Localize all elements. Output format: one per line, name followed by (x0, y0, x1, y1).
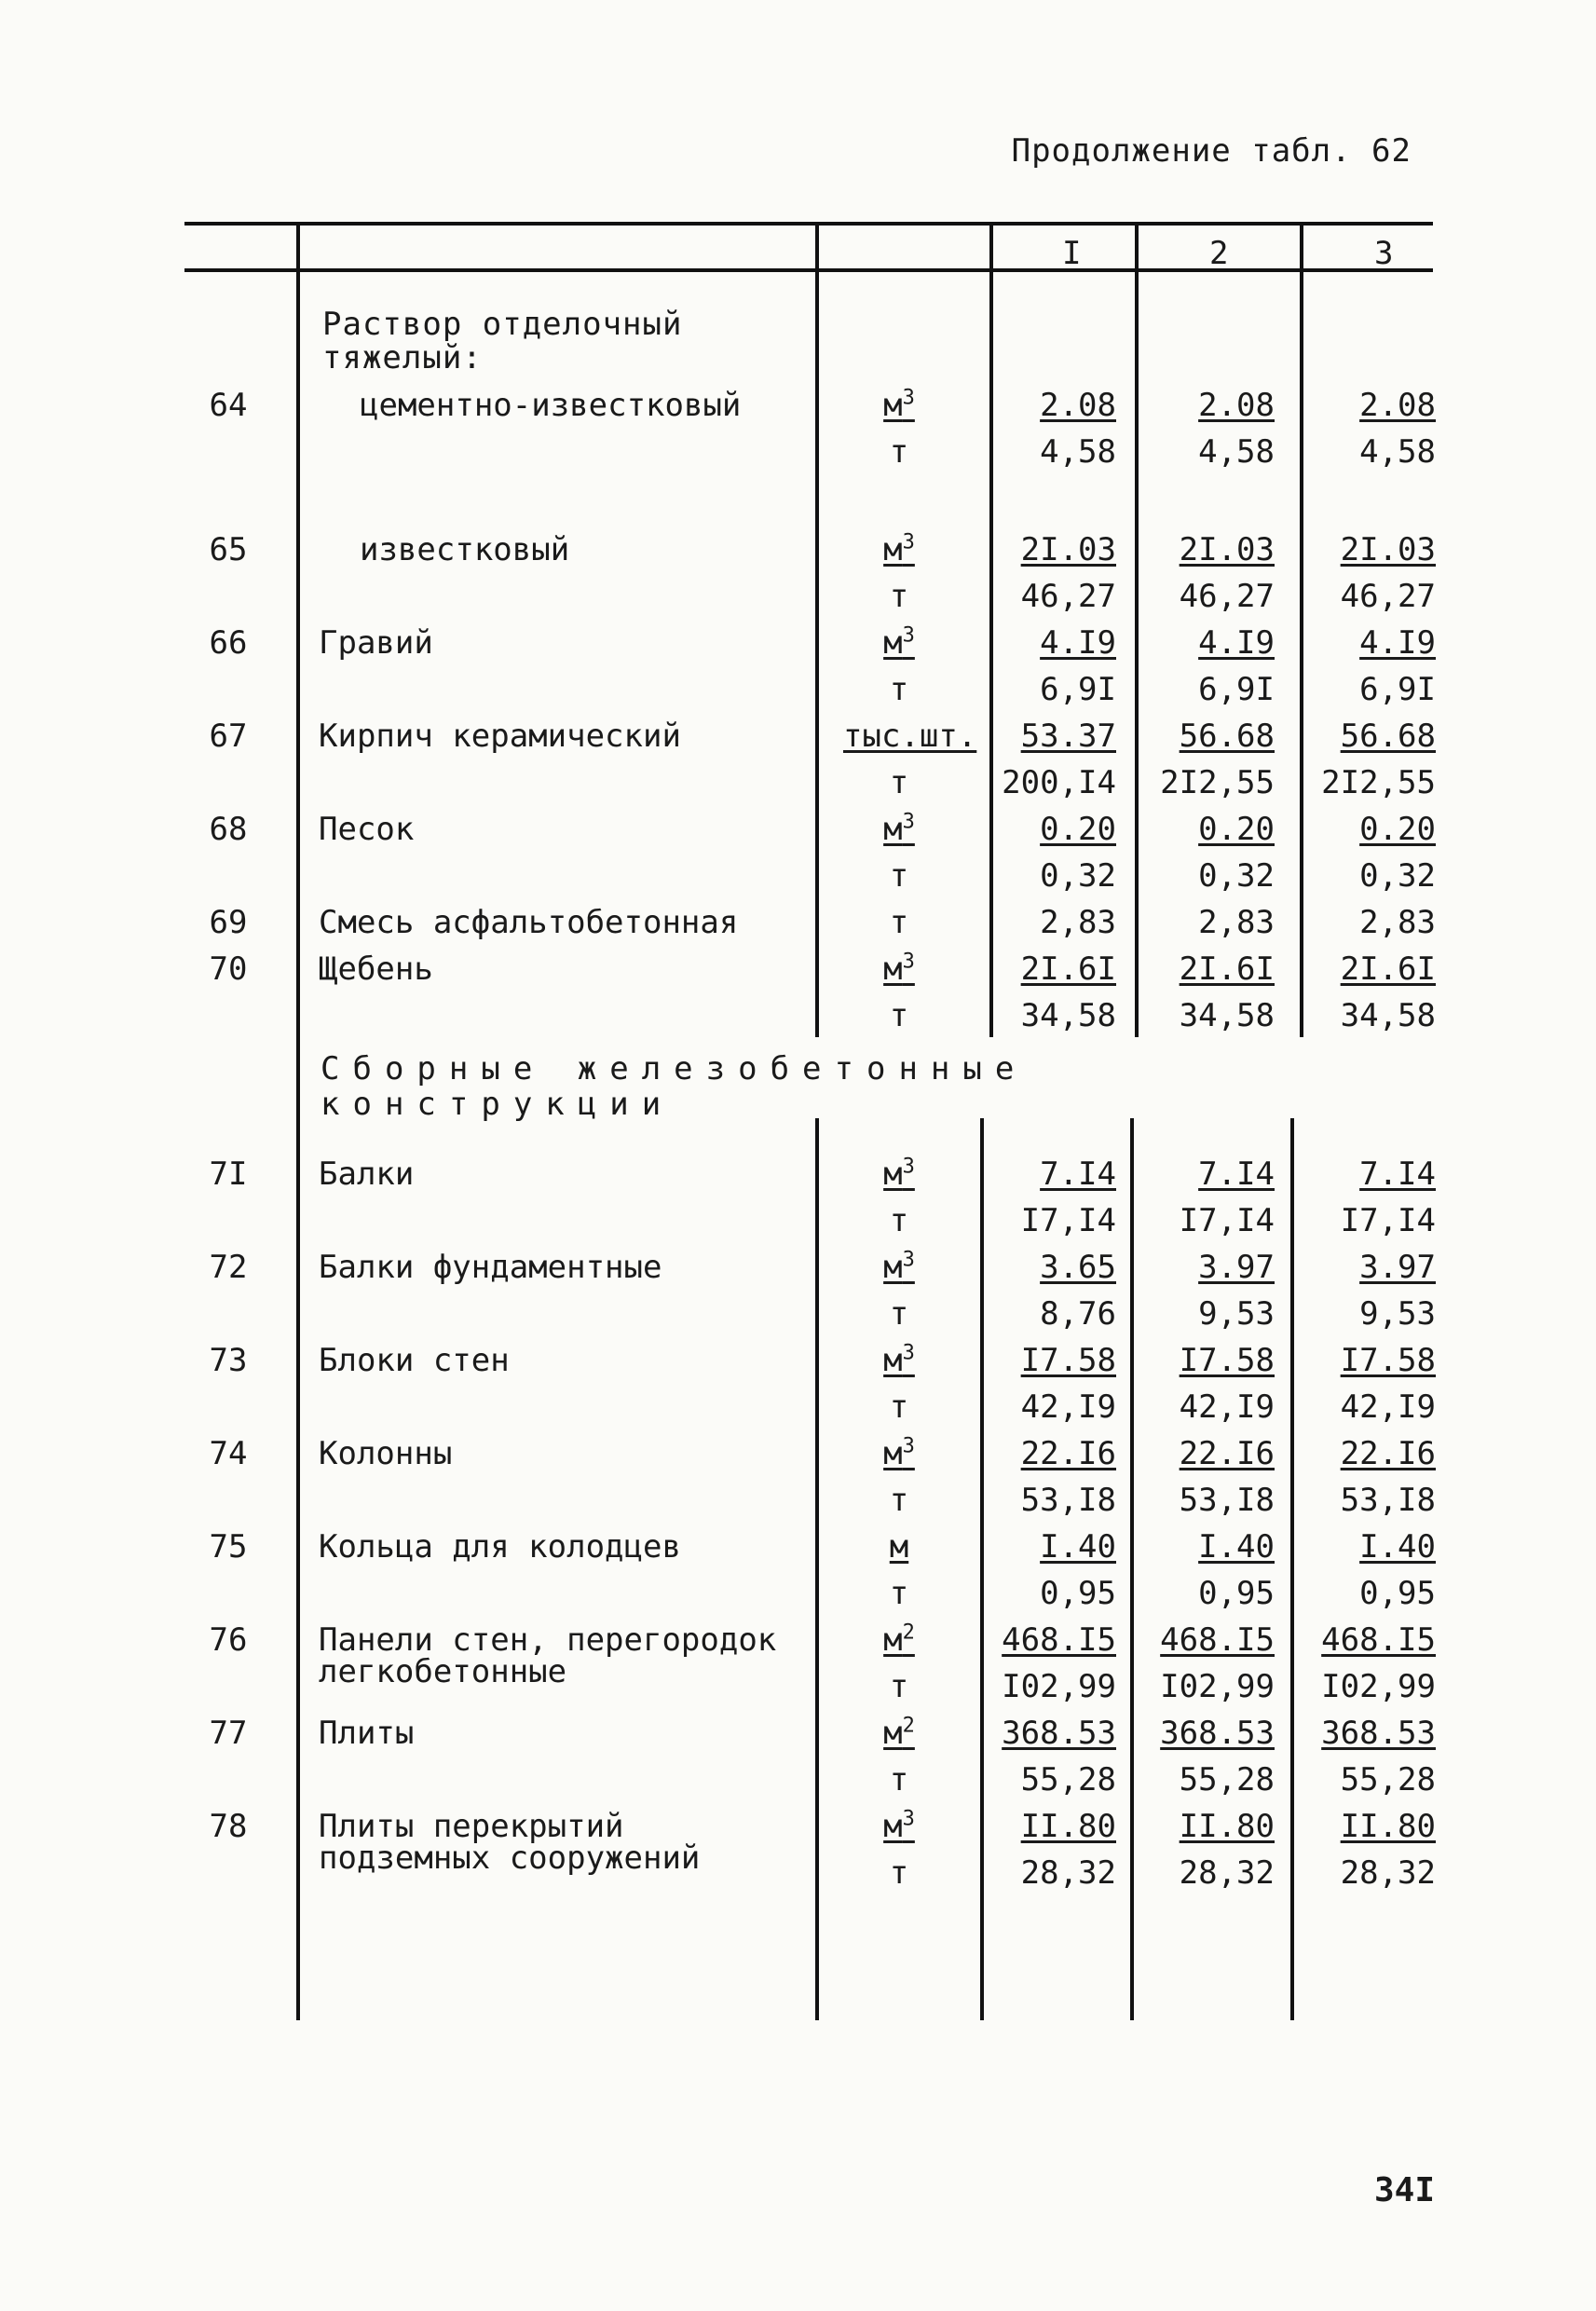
value-cell: I7.58 (1020, 1342, 1116, 1379)
value-cell: 3.97 (1198, 1249, 1275, 1286)
table-row (0, 382, 1596, 429)
value-cell: 28,32 (1179, 1854, 1275, 1892)
table-row (0, 620, 1596, 666)
value-cell: 53,I8 (1340, 1482, 1436, 1519)
unit: т (889, 1482, 909, 1519)
row-number: 68 (209, 811, 248, 848)
value-cell: 56.68 (1179, 718, 1275, 755)
table-row (0, 946, 1596, 992)
value-cell: 468.I5 (1160, 1621, 1275, 1659)
table-row (0, 1663, 1596, 1710)
value-cell: 4,58 (1359, 433, 1436, 471)
value-cell: 4,58 (1040, 433, 1116, 471)
value-cell: 55,28 (1340, 1761, 1436, 1798)
unit: м (889, 1528, 909, 1566)
value-cell: 56.68 (1340, 718, 1436, 755)
item-name: Панели стен, перегородок легкобетонные (319, 1621, 777, 1690)
value-cell: I7,I4 (1340, 1202, 1436, 1239)
table-row (0, 1244, 1596, 1291)
value-cell: I.40 (1359, 1528, 1436, 1566)
unit: $м^3$ (883, 530, 915, 568)
unit: т (889, 1668, 909, 1705)
value-cell: 0.20 (1198, 811, 1275, 848)
value-cell: 2,83 (1040, 904, 1116, 941)
value-cell: 53,I8 (1020, 1482, 1116, 1519)
value-cell: 0,95 (1040, 1575, 1116, 1612)
unit: т (889, 764, 909, 801)
unit: т (889, 1388, 909, 1426)
unit: $м^3$ (883, 1807, 915, 1845)
item-name: Блоки стен (319, 1342, 510, 1379)
value-cell: I7,I4 (1179, 1202, 1275, 1239)
item-name: Кольца для колодцев (319, 1528, 681, 1566)
column-header-1: I (1062, 235, 1082, 272)
unit: $м^3$ (883, 386, 915, 424)
value-cell: I.40 (1198, 1528, 1275, 1566)
row-number: 75 (209, 1528, 248, 1566)
unit: т (889, 1295, 909, 1333)
value-cell: 2.08 (1359, 387, 1436, 424)
row-number: 70 (209, 950, 248, 988)
item-name: цементно-известковый (360, 387, 742, 424)
value-cell: 4.I9 (1198, 624, 1275, 662)
value-cell: 22.I6 (1340, 1435, 1436, 1472)
value-cell: I7.58 (1179, 1342, 1275, 1379)
row-number: 65 (209, 531, 248, 568)
value-cell: 7.I4 (1198, 1156, 1275, 1193)
table-row (0, 1337, 1596, 1384)
value-cell: 9,53 (1359, 1295, 1436, 1333)
item-name: Песок (319, 811, 415, 848)
row-number: 7I (209, 1156, 248, 1193)
row-number: 66 (209, 624, 248, 662)
unit: т (889, 997, 909, 1034)
value-cell: 468.I5 (1321, 1621, 1436, 1659)
item-name: Смесь асфальтобетонная (319, 904, 739, 941)
value-cell: 6,9I (1359, 671, 1436, 708)
table-row (0, 1430, 1596, 1477)
row-number: 76 (209, 1621, 248, 1659)
row-number: 78 (209, 1808, 248, 1845)
table-row (0, 1850, 1596, 1896)
unit: $м^3$ (883, 1248, 915, 1286)
unit: $м^3$ (883, 950, 915, 988)
value-cell: 42,I9 (1179, 1388, 1275, 1426)
value-cell: 2I.03 (1179, 531, 1275, 568)
unit: т (889, 671, 909, 708)
value-cell: 368.53 (1321, 1715, 1436, 1752)
item-name: Балки фундаментные (319, 1249, 662, 1286)
unit: $м^3$ (883, 1155, 915, 1193)
table-row (0, 1291, 1596, 1337)
value-cell: 46,27 (1179, 578, 1275, 615)
row-number: 77 (209, 1715, 248, 1752)
value-cell: 2.08 (1198, 387, 1275, 424)
value-cell: 2,83 (1359, 904, 1436, 941)
item-name: Гравий (319, 624, 433, 662)
table-row (0, 429, 1596, 475)
unit: т (889, 578, 909, 615)
value-cell: 0,32 (1040, 857, 1116, 895)
table-row (0, 713, 1596, 759)
item-name: Балки (319, 1156, 415, 1193)
value-cell: 468.I5 (1002, 1621, 1116, 1659)
table-row (0, 526, 1596, 573)
unit: т (889, 857, 909, 895)
unit: тыс.шт. (843, 718, 977, 755)
value-cell: 2I.03 (1020, 531, 1116, 568)
value-cell: 0.20 (1040, 811, 1116, 848)
value-cell: 8,76 (1040, 1295, 1116, 1333)
value-cell: 42,I9 (1340, 1388, 1436, 1426)
value-cell: 2.08 (1040, 387, 1116, 424)
table-row (0, 1151, 1596, 1197)
value-cell: 2I.6I (1020, 950, 1116, 988)
item-name: известковый (360, 531, 570, 568)
unit: т (889, 1761, 909, 1798)
value-cell: 22.I6 (1020, 1435, 1116, 1472)
item-name: Колонны (319, 1435, 453, 1472)
page-number: 34I (1374, 2171, 1436, 2209)
value-cell: 28,32 (1340, 1854, 1436, 1892)
value-cell: II.80 (1179, 1808, 1275, 1845)
value-cell: 2I.03 (1340, 531, 1436, 568)
unit: т (889, 904, 909, 941)
table-row (0, 853, 1596, 899)
value-cell: 2,83 (1198, 904, 1275, 941)
unit: т (889, 1202, 909, 1239)
table-row (0, 1197, 1596, 1244)
item-name: Кирпич керамический (319, 718, 681, 755)
value-cell: 6,9I (1040, 671, 1116, 708)
value-cell: 0,32 (1359, 857, 1436, 895)
item-name: Плиты перекрытий подземных сооружений (319, 1808, 701, 1877)
value-cell: 34,58 (1020, 997, 1116, 1034)
unit: $м^3$ (883, 1341, 915, 1379)
value-cell: 3.65 (1040, 1249, 1116, 1286)
unit: $м^2$ (883, 1620, 915, 1659)
value-cell: 6,9I (1198, 671, 1275, 708)
value-cell: 2I2,55 (1321, 764, 1436, 801)
value-cell: 53,I8 (1179, 1482, 1275, 1519)
value-cell: 7.I4 (1040, 1156, 1116, 1193)
value-cell: 28,32 (1020, 1854, 1116, 1892)
item-name: Щебень (319, 950, 433, 988)
value-cell: 0,95 (1359, 1575, 1436, 1612)
value-cell: 53.37 (1020, 718, 1116, 755)
row-number: 69 (209, 904, 248, 941)
item-name: Плиты (319, 1715, 415, 1752)
table-row (0, 1570, 1596, 1617)
row-number: 67 (209, 718, 248, 755)
table-row (0, 573, 1596, 620)
column-header-2: 2 (1209, 235, 1229, 272)
value-cell: 2I2,55 (1160, 764, 1275, 801)
value-cell: 0,32 (1198, 857, 1275, 895)
value-cell: 0.20 (1359, 811, 1436, 848)
unit: $м^3$ (883, 623, 915, 662)
value-cell: 46,27 (1020, 578, 1116, 615)
value-cell: 4.I9 (1359, 624, 1436, 662)
value-cell: 4.I9 (1040, 624, 1116, 662)
value-cell: 3.97 (1359, 1249, 1436, 1286)
table-row (0, 806, 1596, 853)
table-row (0, 1524, 1596, 1570)
value-cell: 0,95 (1198, 1575, 1275, 1612)
value-cell: 34,58 (1340, 997, 1436, 1034)
unit: $м^3$ (883, 1434, 915, 1472)
value-cell: 55,28 (1020, 1761, 1116, 1798)
table-row (0, 1384, 1596, 1430)
row-number: 73 (209, 1342, 248, 1379)
value-cell: 7.I4 (1359, 1156, 1436, 1193)
unit: т (889, 1575, 909, 1612)
value-cell: 42,I9 (1020, 1388, 1116, 1426)
table-row (0, 899, 1596, 946)
value-cell: I7,I4 (1020, 1202, 1116, 1239)
row-number: 74 (209, 1435, 248, 1472)
value-cell: 46,27 (1340, 578, 1436, 615)
value-cell: 34,58 (1179, 997, 1275, 1034)
column-header-3: 3 (1374, 235, 1394, 272)
section-title: Раствор отделочный тяжелый: (322, 306, 683, 376)
value-cell: I02,99 (1002, 1668, 1116, 1705)
table-row (0, 1757, 1596, 1803)
value-cell: 55,28 (1179, 1761, 1275, 1798)
unit: $м^3$ (883, 810, 915, 848)
value-cell: II.80 (1020, 1808, 1116, 1845)
section-title: Сборные железобетонные конструкции (321, 1050, 1028, 1123)
value-cell: I02,99 (1160, 1668, 1275, 1705)
value-cell: II.80 (1340, 1808, 1436, 1845)
table-row (0, 1710, 1596, 1757)
table-row (0, 1477, 1596, 1524)
value-cell: I7.58 (1340, 1342, 1436, 1379)
table-row (0, 992, 1596, 1039)
unit: т (889, 433, 909, 471)
unit: т (889, 1854, 909, 1892)
value-cell: 200,I4 (1002, 764, 1116, 801)
value-cell: 4,58 (1198, 433, 1275, 471)
value-cell: 2I.6I (1340, 950, 1436, 988)
value-cell: I02,99 (1321, 1668, 1436, 1705)
row-number: 64 (209, 387, 248, 424)
value-cell: 2I.6I (1179, 950, 1275, 988)
table-row (0, 759, 1596, 806)
value-cell: I.40 (1040, 1528, 1116, 1566)
value-cell: 368.53 (1002, 1715, 1116, 1752)
page-header: Продолжение табл. 62 (1011, 132, 1412, 170)
unit: $м^2$ (883, 1714, 915, 1752)
row-number: 72 (209, 1249, 248, 1286)
value-cell: 368.53 (1160, 1715, 1275, 1752)
value-cell: 9,53 (1198, 1295, 1275, 1333)
table-row (0, 666, 1596, 713)
value-cell: 22.I6 (1179, 1435, 1275, 1472)
